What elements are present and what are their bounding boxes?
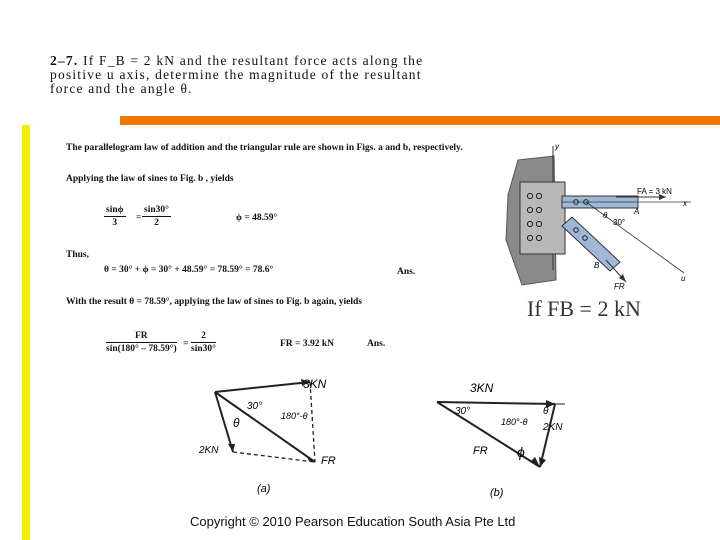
sketch-b-figure <box>425 372 595 502</box>
sketch-a-figure <box>195 372 355 497</box>
u-axis-label: u <box>681 274 686 283</box>
sketch-a-fr: FR <box>321 455 336 467</box>
sketch-b-force-3-label: 3KN <box>470 381 494 395</box>
eq2-result: FR = 3.92 kN <box>280 339 334 349</box>
bracket-figure <box>496 140 696 300</box>
sketch-b-caption: (b) <box>490 487 504 499</box>
point-a-label: A <box>634 207 640 216</box>
problem-line-1: If F_B = 2 kN and the resultant force acts along the <box>83 53 424 68</box>
sketch-a-angle-30: 30° <box>247 401 263 412</box>
eq2-left-den: sin(180° – 78.59°) <box>106 344 177 354</box>
sketch-a-force-2-label: 2KN <box>199 445 219 456</box>
eq1-right-den: 2 <box>154 218 159 228</box>
problem-line-3: force and the angle θ. <box>50 81 193 96</box>
sketch-a-force-3-vector <box>215 382 310 392</box>
eq1-left-num: sinϕ <box>106 205 124 215</box>
eq1-left-den: 3 <box>112 218 118 228</box>
equals-sign: = <box>136 213 142 223</box>
eq1-left-fraction <box>104 205 126 228</box>
sketch-a-force-2-vector <box>215 392 233 452</box>
sketch-a-angle-180: 180°-θ <box>281 411 308 421</box>
if-statement: If FB = 2 kN <box>527 296 641 321</box>
x-axis-label: x <box>683 199 687 208</box>
sketch-a-caption: (a) <box>257 483 271 495</box>
fa-label: FA = 3 kN <box>637 187 672 196</box>
eq1-right-num: sin30° <box>144 205 169 215</box>
with-result-text: With the result θ = 78.59°, applying the law of sines to Fig. b again, yields <box>66 297 362 307</box>
eq2-right-num: 2 <box>191 331 216 343</box>
thus-text: Thus, <box>66 250 89 260</box>
sketch-b-force-3-vector <box>437 402 555 404</box>
eq2-right-den: sin30° <box>191 344 216 354</box>
sketch-b-force-2-label: 2KN <box>543 422 563 433</box>
sketch-a-resultant-vector <box>215 392 315 462</box>
eq2-left-num: FR <box>106 331 177 343</box>
point-b-label: B <box>594 261 600 270</box>
sketch-b-theta: θ <box>543 406 549 417</box>
y-axis-label: y <box>555 142 559 151</box>
equals-sign-2: = <box>183 339 189 349</box>
solution-intro: The parallelogram law of addition and the triangular rule are shown in Figs. a and b, respectively. <box>66 143 463 153</box>
eq1-right-fraction <box>142 205 171 228</box>
sketch-b-angle-180: 180°-θ <box>501 417 528 427</box>
problem-line-2: positive u axis, determine the magnitude of the resultant <box>50 67 422 82</box>
sketch-b-angle-30: 30° <box>455 406 471 417</box>
problem-statement <box>50 54 520 96</box>
mounting-plate <box>520 182 565 254</box>
eq1-result: ϕ = 48.59° <box>236 213 278 223</box>
law-of-sines-text: Applying the law of sines to Fig. b , yields <box>66 174 234 184</box>
theta-equation: θ = 30° + ϕ = 30° + 48.59° = 78.59° = 78.6° <box>104 265 274 275</box>
sketch-b-phi: ϕ <box>517 444 525 460</box>
member-b <box>562 217 620 271</box>
angle-30-label: 30° <box>613 218 626 227</box>
sketch-a-force-3-label: 3KN <box>303 377 327 391</box>
problem-number: 2–7. <box>50 53 79 68</box>
answer-label-2: Ans. <box>367 339 386 349</box>
yellow-accent-bar <box>22 125 30 540</box>
theta-label: θ <box>603 211 608 220</box>
sketch-b-fr: FR <box>473 445 488 457</box>
eq2-right-fraction <box>191 331 216 354</box>
orange-accent-bar <box>120 116 720 125</box>
sketch-a-theta: θ <box>233 416 240 430</box>
answer-label-1: Ans. <box>397 267 416 277</box>
eq2-left-fraction <box>106 331 177 354</box>
fr-label: FR <box>614 282 625 291</box>
copyright-footer: Copyright © 2010 Pearson Education South Asia Pte Ltd <box>190 514 516 529</box>
